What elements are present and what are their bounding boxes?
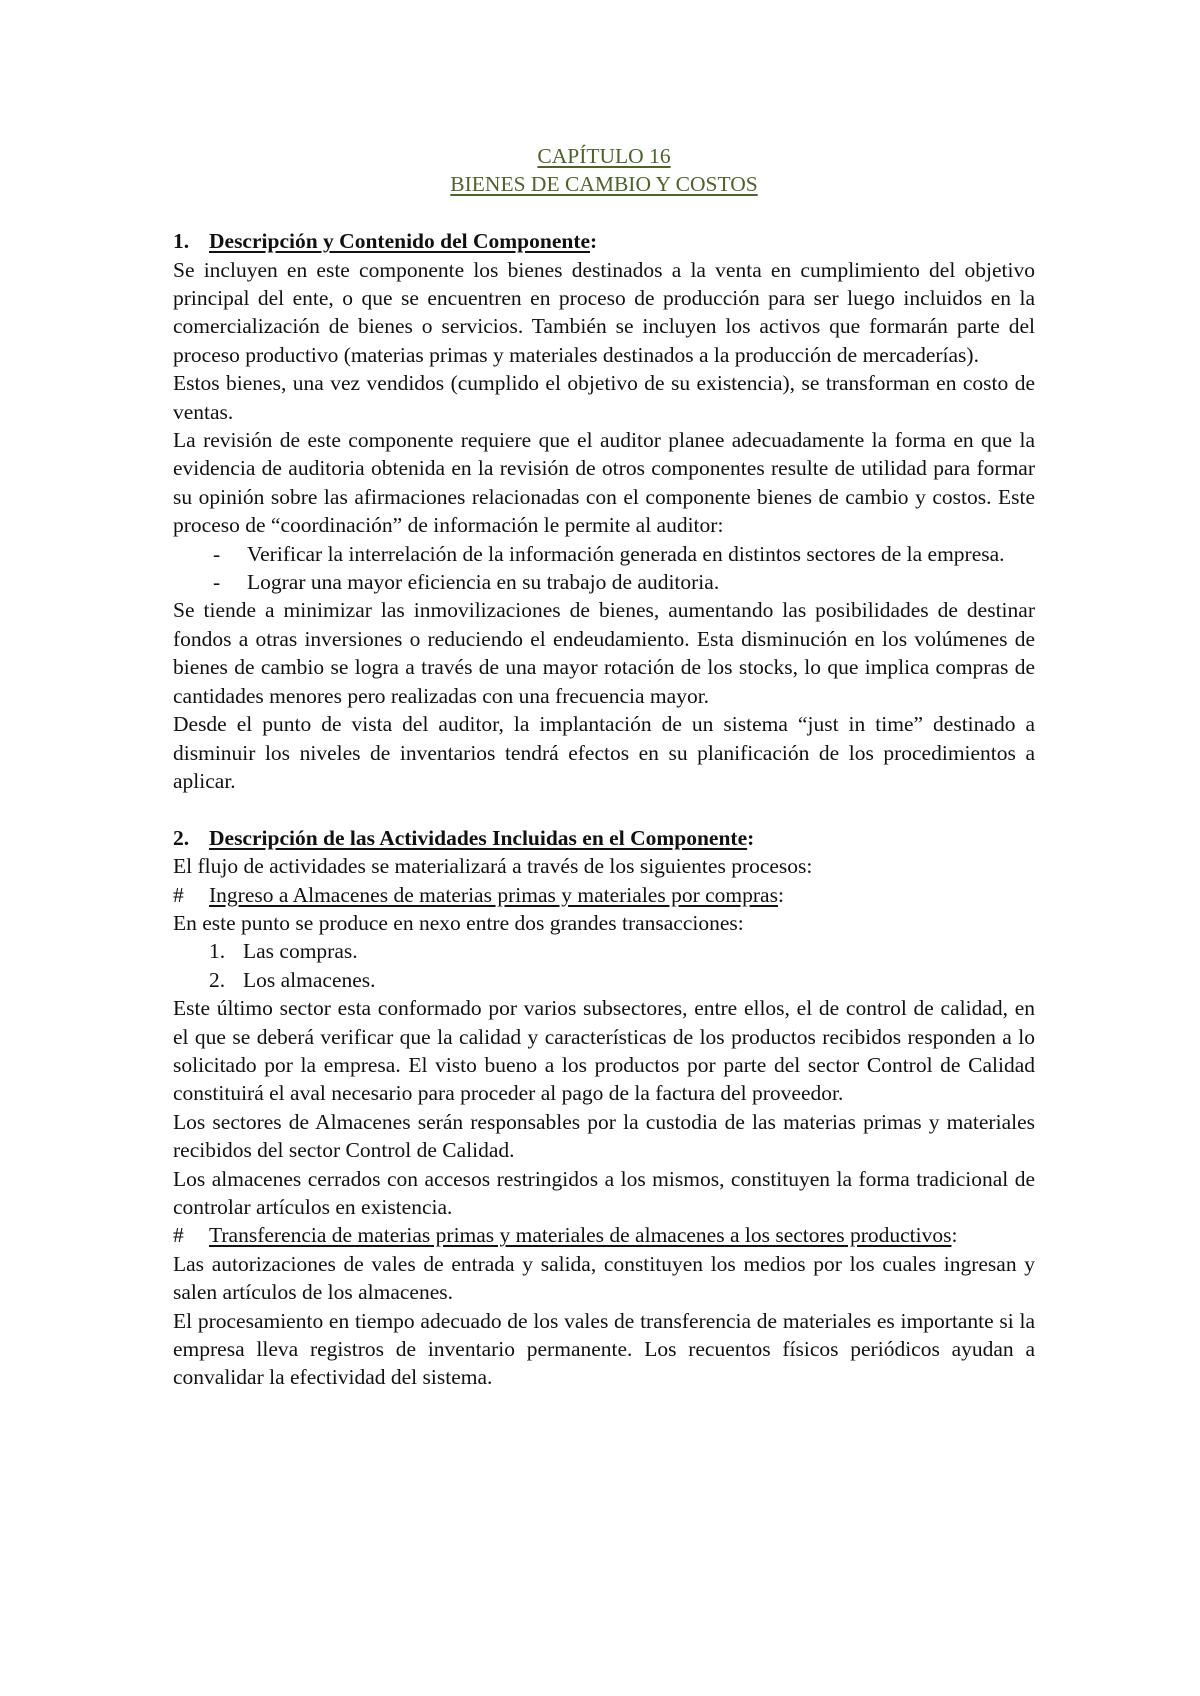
section-2-heading — [173, 824, 1035, 852]
section-2-number: 2. — [173, 825, 190, 850]
numbered-item — [173, 937, 1035, 965]
chapter-title: BIENES DE CAMBIO Y COSTOS — [450, 172, 758, 197]
section-2-paragraph-4: Los sectores de Almacenes serán responsables por la custodia de las materias primas y materiales recibidos del sector Control de Calidad. — [173, 1109, 1035, 1163]
process-item-2 — [173, 1221, 1035, 1249]
section-2-title: Descripción de las Actividades Incluidas en el Componente — [209, 825, 748, 850]
numbered-item-text: Los almacenes. — [243, 967, 376, 992]
section-1-title: Descripción y Contenido del Componente — [209, 229, 591, 254]
section-1-heading — [173, 227, 1035, 255]
section-2-paragraph-6: Las autorizaciones de vales de entrada y salida, constituyen los medios por los cuales ingresan y salen artículos de los almacenes. — [173, 1251, 1035, 1305]
section-2-paragraph-1: El flujo de actividades se materializará a través de los siguientes procesos: — [173, 854, 813, 879]
document-body — [173, 142, 1035, 1392]
section-1-paragraph-5: Desde el punto de vista del auditor, la implantación de un sistema “just in time” destinado a disminuir los niveles de inventarios tendrá efectos en su planificación de los procedimientos a aplicar. — [173, 712, 1035, 793]
process-item-colon: : — [951, 1223, 958, 1248]
item-number: 1. — [209, 939, 226, 964]
dash-bullet: - — [213, 570, 221, 595]
list-item — [173, 568, 1035, 596]
spacer — [173, 199, 1035, 227]
section-1-paragraph-4: Se tiende a minimizar las inmovilizaciones de bienes, aumentando las posibilidades de destinar fondos a otras inversiones o reduciendo el endeudamiento. Esta disminución en los volúmenes de bienes de cambio se logra a través de una mayor rotación de los stocks, lo que implica compras de cantidades menores pero realizadas con una frecuencia mayor. — [173, 598, 1035, 708]
section-2-paragraph-2: En este punto se produce en nexo entre dos grandes transacciones: — [173, 910, 744, 935]
list-item — [173, 540, 1035, 568]
section-1-colon: : — [590, 229, 598, 254]
numbered-item-text: Las compras. — [243, 939, 358, 964]
process-item-text — [209, 1221, 1035, 1249]
section-2-colon: : — [747, 825, 755, 850]
process-item-text — [209, 881, 1035, 909]
section-2-paragraph-7: El procesamiento en tiempo adecuado de los vales de transferencia de materiales es importante si la empresa lleva registros de inventario permanente. Los recuentos físicos periódicos ayudan a convalidar la efectividad del sistema. — [173, 1308, 1035, 1390]
section-1-paragraph-2: Estos bienes, una vez vendidos (cumplido el objetivo de su existencia), se transforman en costo de ventas. — [173, 371, 1035, 424]
section-1-paragraph-1: Se incluyen en este componente los bienes destinados a la venta en cumplimiento del objetivo principal del ente, o que se encuentren en proceso de producción para ser luego incluidos en la comercialización de bienes o servicios. También se incluyen los activos que formarán parte del proceso productivo (materias primas y materiales destinados a la producción de mercaderías). — [173, 257, 1035, 367]
spacer — [173, 795, 1035, 823]
process-item-title: Ingreso a Almacenes de materias primas y materiales por compras — [209, 882, 778, 907]
list-item-text: Verificar la interrelación de la información generada en distintos sectores de la empresa. — [247, 541, 1005, 566]
dash-bullet: - — [213, 541, 221, 566]
chapter-number: CAPÍTULO 16 — [537, 144, 671, 168]
list-item-text: Lograr una mayor eficiencia en su trabajo de auditoria. — [247, 570, 720, 595]
section-1-paragraph-3: La revisión de este componente requiere que el auditor planee adecuadamente la forma en que la evidencia de auditoria obtenida en la revisión de otros componentes resulte de utilidad para formar su opinión sobre las afirmaciones relacionadas con el componente bienes de cambio y costos. Este proceso de “coordinación” de información le permite al auditor: — [173, 428, 1035, 538]
numbered-item — [173, 966, 1035, 994]
section-1-number: 1. — [173, 229, 190, 254]
process-item-1 — [173, 881, 1035, 909]
item-number: 2. — [209, 967, 226, 992]
hash-bullet: # — [173, 1223, 184, 1248]
process-item-title: Transferencia de materias primas y materiales de almacenes a los sectores productivos — [209, 1223, 952, 1248]
section-2-paragraph-5: Los almacenes cerrados con accesos restringidos a los mismos, constituyen la forma tradicional de controlar artículos en existencia. — [173, 1166, 1035, 1219]
process-item-colon: : — [777, 882, 784, 907]
section-2-paragraph-3: Este último sector esta conformado por varios subsectores, entre ellos, el de control de calidad, en el que se deberá verificar que la calidad y características de los productos recibidos responden a lo solicitado por la empresa. El visto bueno a los productos por parte del sector Control de Calidad constituirá el aval necesario para proceder al pago de la factura del proveedor. — [173, 996, 1035, 1106]
hash-bullet: # — [173, 882, 184, 907]
